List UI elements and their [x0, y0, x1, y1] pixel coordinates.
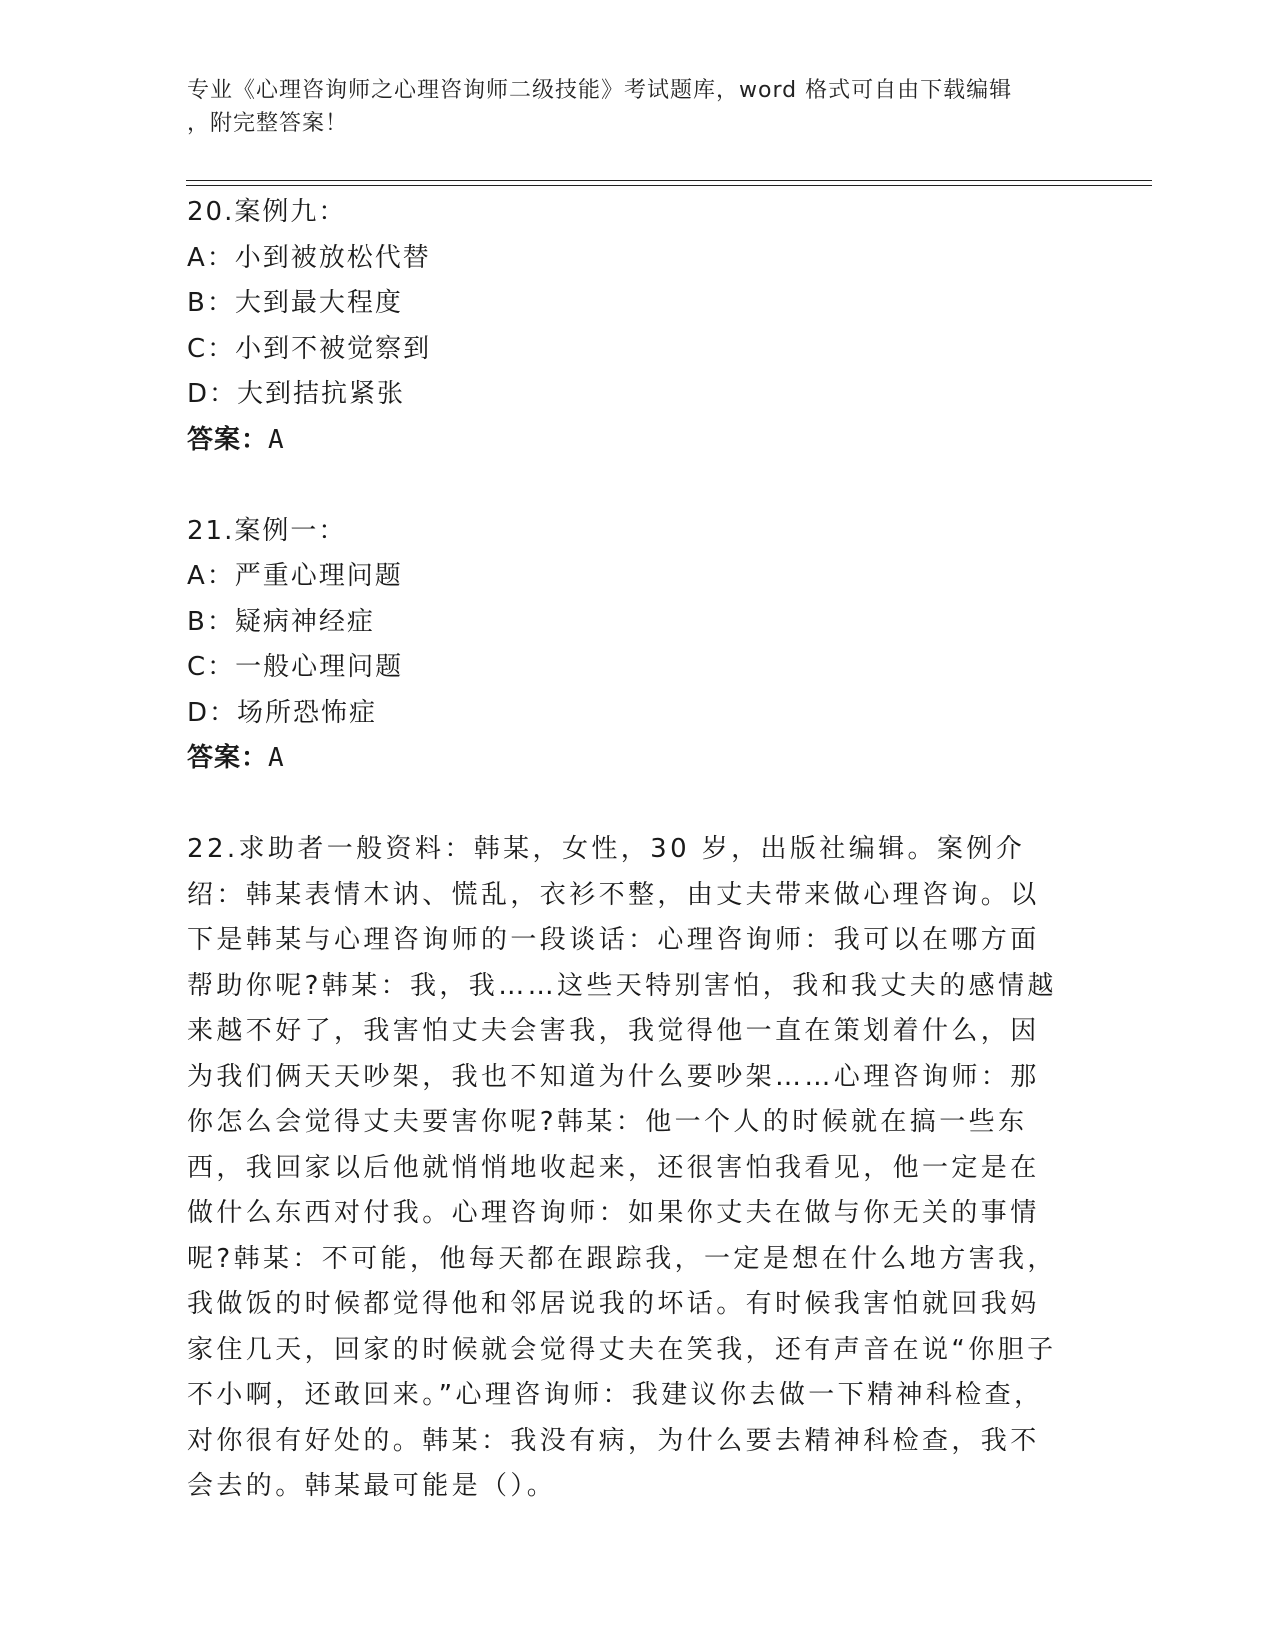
question-title: 20.案例九：	[187, 197, 347, 227]
option-a: A：严重心理问题	[187, 561, 403, 591]
question-list	[187, 190, 1087, 1510]
header-divider-top	[186, 180, 1152, 181]
header-line-2: ，附完整答案！	[187, 111, 349, 136]
answer-label: 答案：	[187, 424, 269, 455]
option-c: C：小到不被觉察到	[187, 333, 432, 364]
option-b: B：疑病神经症	[187, 606, 375, 637]
question-paragraph: 22.求助者一般资料：韩某，女性，30 岁，出版社编辑。案例介绍：韩某表情木讷、慌乱，衣衫不整，由丈夫带来做心理咨询。以下是韩某与心理咨询师的一段谈话：心理咨询师：我可以在哪方面帮助你呢?韩某：我，我……这些天特别害怕，我和我丈夫的感情越来越不好了，我害怕丈夫会害我，我觉得他一直在策划着什么，因为我们俩天天吵架，我也不知道为什么要吵架……心理咨询师：那你怎么会觉得丈夫要害你呢?韩某：他一个人的时候就在搞一些东西，我回家以后他就悄悄地收起来，还很害怕我看见，他一定是在做什么东西对付我。心理咨询师：如果你丈夫在做与你无关的事情呢?韩某：不可能，他每天都在跟踪我，一定是想在什么地方害我，我做饭的时候都觉得他和邻居说我的坏话。有时候我害怕就回我妈家住几天，回家的时候就会觉得丈夫在笑我，还有声音在说“你胆子不小啊，还敢回来。”心理咨询师：我建议你去做一下精神科检查，对你很有好处的。韩某：我没有病，为什么要去精神科检查，我不会去的。韩某最可能是（）。	[187, 834, 1057, 1501]
answer-line	[187, 736, 1087, 782]
question-block-21	[187, 509, 1087, 782]
answer-value: A	[268, 743, 285, 773]
spacer	[187, 463, 1087, 509]
question-title: 21.案例一：	[187, 515, 347, 546]
header-line-1: 专业《心理咨询师之心理咨询师二级技能》考试题库，word 格式可自由下载编辑	[187, 78, 1013, 103]
option-a: A：小到被放松代替	[187, 242, 431, 273]
question-block-20	[187, 190, 1087, 463]
option-b: B：大到最大程度	[187, 288, 403, 318]
question-block-22	[187, 827, 1087, 1510]
option-c: C：一般心理问题	[187, 652, 404, 682]
answer-label: 答案：	[187, 743, 269, 773]
answer-line	[187, 418, 1087, 464]
option-d: D：大到拮抗紧张	[187, 379, 406, 409]
spacer	[187, 782, 1087, 828]
header-divider-bottom	[186, 185, 1152, 186]
document-header	[187, 74, 1067, 140]
option-d: D：场所恐怖症	[187, 697, 378, 728]
answer-value: A	[268, 424, 285, 455]
